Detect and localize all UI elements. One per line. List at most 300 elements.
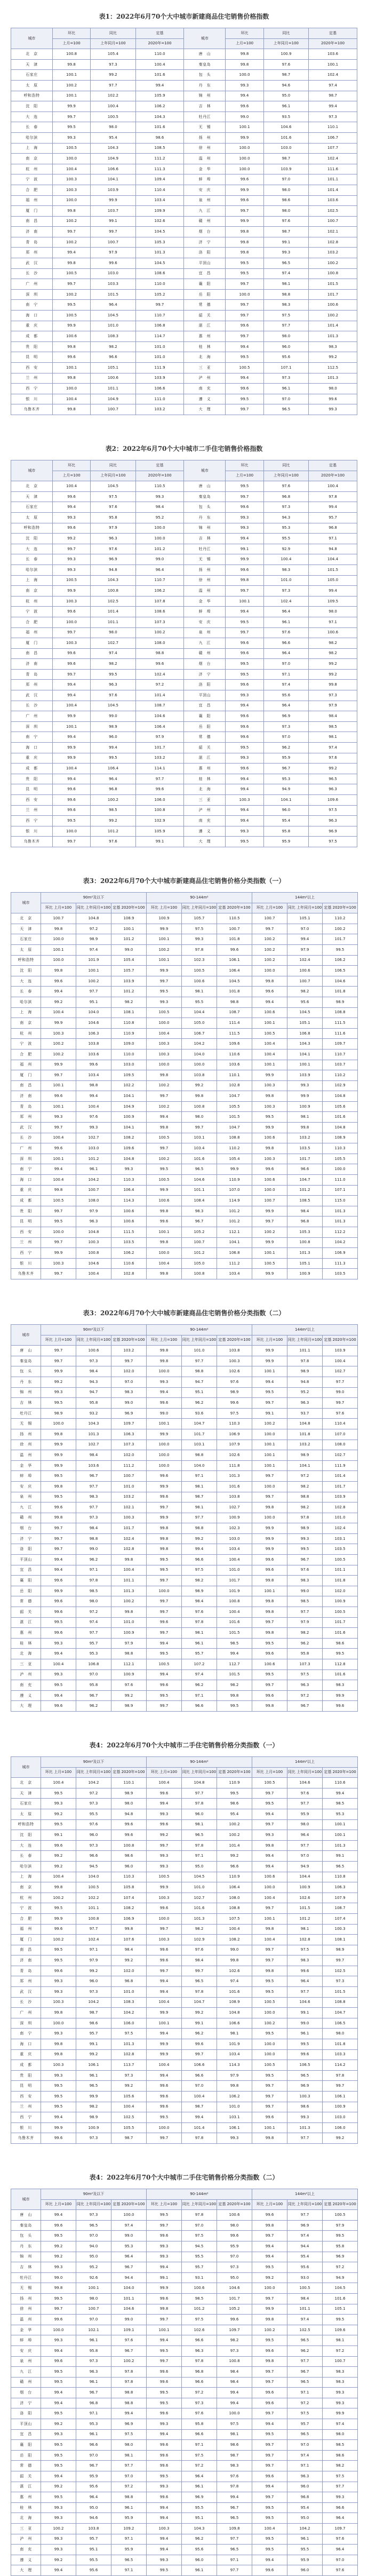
index-cell: 96.5	[182, 1976, 217, 1987]
index-cell: 99.4	[217, 1649, 252, 1659]
index-cell: 97.9	[91, 523, 135, 534]
index-cell: 99.8	[252, 2315, 287, 2325]
index-cell: 104.3	[135, 112, 184, 122]
index-cell: 106.5	[323, 966, 358, 976]
index-cell: 99.1	[252, 1408, 287, 1419]
city-cell: 海 口	[11, 743, 53, 753]
index-cell: 96.4	[91, 774, 135, 784]
city-cell: 锦 州	[11, 1387, 41, 1398]
index-cell: 96.4	[91, 300, 135, 311]
index-cell: 99.4	[309, 502, 357, 513]
index-cell: 97.0	[287, 2440, 323, 2451]
index-cell: 97.3	[91, 59, 135, 70]
index-cell: 99.2	[309, 764, 357, 774]
index-cell: 96.1	[287, 2534, 323, 2545]
index-cell: 100.3	[147, 1935, 182, 1945]
index-cell: 101.5	[217, 1628, 252, 1639]
index-cell: 99.5	[252, 1976, 287, 1987]
index-cell: 95.3	[263, 523, 308, 534]
city-cell: 南 京	[11, 1882, 41, 1893]
index-cell: 97.8	[76, 1576, 111, 1586]
table-row	[11, 91, 357, 101]
index-cell: 99.7	[147, 1607, 182, 1618]
index-cell: 100.0	[52, 154, 90, 164]
index-cell: 99.3	[147, 2555, 182, 2565]
city-cell: 兰 州	[11, 805, 53, 816]
index-cell: 99.2	[182, 1533, 217, 1544]
table-row	[11, 627, 357, 638]
index-cell: 96.1	[263, 617, 308, 627]
index-cell: 98.0	[263, 331, 308, 342]
table-row	[11, 258, 357, 269]
index-cell: 99.4	[147, 1799, 182, 1809]
column-subheader: 定基 2020年=100	[323, 1335, 358, 1346]
city-cell: 安 庆	[184, 185, 226, 195]
index-cell: 99.9	[147, 1481, 182, 1492]
index-cell: 99.6	[252, 2565, 287, 2576]
index-cell: 99.2	[41, 2482, 76, 2492]
city-cell: 南 充	[184, 384, 226, 394]
index-cell: 96.5	[287, 2429, 323, 2440]
index-cell: 100.1	[252, 1450, 287, 1461]
index-cell: 100.4	[52, 481, 90, 492]
index-cell: 99.7	[91, 227, 135, 237]
table-row	[11, 1903, 358, 1914]
index-cell: 101.3	[111, 2039, 147, 2050]
index-cell: 101.6	[135, 122, 184, 133]
index-cell: 96.7	[263, 764, 308, 774]
index-cell: 98.7	[309, 91, 357, 101]
index-cell: 100.0	[147, 1586, 182, 1596]
index-cell: 96.9	[309, 826, 357, 837]
city-cell: 太 原	[11, 944, 41, 955]
index-cell: 99.5	[52, 816, 90, 826]
index-cell: 97.9	[217, 2070, 252, 2081]
city-cell: 无 锡	[11, 2283, 41, 2294]
table-row	[11, 1091, 358, 1102]
index-cell: 99.6	[252, 2210, 287, 2221]
index-cell: 105.3	[287, 1227, 323, 1238]
index-cell: 101.6	[135, 70, 184, 81]
index-cell: 108.1	[323, 1935, 358, 1945]
index-cell: 98.4	[76, 1523, 111, 1534]
index-cell: 99.5	[287, 1544, 323, 1555]
index-cell: 99.7	[147, 1596, 182, 1607]
index-cell: 100.1	[41, 1101, 76, 1112]
index-cell: 99.4	[41, 2210, 76, 2221]
table-row	[11, 795, 357, 806]
index-cell: 97.7	[287, 1607, 323, 1618]
index-cell: 100.2	[52, 289, 90, 300]
index-cell: 96.7	[287, 1555, 323, 1565]
index-cell: 115.0	[323, 1196, 358, 1206]
index-cell: 96.3	[91, 680, 135, 690]
index-cell: 98.0	[263, 185, 308, 195]
index-cell: 111.4	[217, 1018, 252, 1029]
index-cell: 99.6	[252, 2388, 287, 2398]
table-row	[11, 2356, 358, 2367]
index-cell: 96.4	[323, 2513, 358, 2524]
index-cell: 99.5	[41, 1398, 76, 1409]
index-cell: 96.6	[76, 2440, 111, 2451]
index-cell: 101.1	[287, 1346, 323, 1356]
index-cell: 100.4	[41, 1659, 76, 1670]
index-cell: 104.6	[217, 2283, 252, 2294]
index-cell: 95.1	[76, 2545, 111, 2555]
column-header: 同比	[91, 460, 135, 471]
city-cell: 安 庆	[11, 1481, 41, 1492]
index-cell: 99.7	[252, 1492, 287, 1502]
index-cell: 97.4	[91, 648, 135, 659]
index-cell: 98.5	[287, 1596, 323, 1607]
index-cell: 98.3	[323, 2377, 358, 2388]
index-cell: 102.4	[309, 70, 357, 81]
index-cell: 109.7	[323, 2524, 358, 2534]
table-row	[11, 1356, 358, 1366]
index-cell: 99.6	[147, 2377, 182, 2388]
index-cell: 99.1	[91, 216, 135, 227]
index-cell: 99.8	[226, 248, 263, 258]
table-row	[11, 1450, 358, 1461]
index-cell: 100.9	[147, 913, 182, 924]
index-cell: 104.2	[323, 1237, 358, 1248]
index-cell: 103.6	[76, 1049, 111, 1060]
index-cell: 99.4	[52, 732, 90, 743]
city-cell: 成 都	[11, 331, 53, 342]
index-cell: 96.1	[263, 384, 308, 394]
table-row	[11, 1154, 358, 1164]
city-cell: 深 圳	[11, 721, 53, 732]
table-row	[11, 363, 357, 373]
index-cell: 110.6	[323, 1778, 358, 1788]
index-cell: 99.5	[52, 300, 90, 311]
index-cell: 99.4	[147, 2429, 182, 2440]
index-cell: 99.4	[147, 1976, 182, 1987]
index-cell: 99.6	[252, 1649, 287, 1659]
index-cell: 97.1	[111, 2565, 147, 2576]
index-cell: 104.2	[182, 1039, 217, 1050]
index-cell: 99.7	[147, 1924, 182, 1935]
index-cell: 104.1	[111, 1091, 147, 1102]
index-cell: 97.2	[135, 680, 184, 690]
index-cell: 100.5	[252, 2060, 287, 2071]
index-cell: 99.6	[41, 976, 76, 987]
index-cell: 99.6	[52, 607, 90, 617]
index-cell: 97.5	[287, 1669, 323, 1680]
index-cell: 100.8	[76, 1913, 111, 1924]
index-cell: 100.2	[252, 2325, 287, 2335]
index-cell: 110.5	[135, 481, 184, 492]
index-cell: 101.5	[309, 279, 357, 290]
index-cell: 99.6	[226, 174, 263, 185]
column-header: 环比	[52, 28, 90, 39]
city-cell: 丹 东	[184, 80, 226, 91]
index-cell: 96.5	[287, 2377, 323, 2388]
index-cell: 100.0	[52, 195, 90, 206]
index-cell: 103.8	[217, 1346, 252, 1356]
index-cell: 99.0	[111, 1398, 147, 1409]
index-cell: 99.6	[252, 2346, 287, 2356]
index-cell: 100.0	[252, 1513, 287, 1523]
index-cell: 104.1	[111, 1123, 147, 1133]
index-cell: 102.4	[76, 1935, 111, 1945]
index-cell: 102.4	[287, 955, 323, 966]
city-cell: 武 汉	[11, 1987, 41, 1998]
index-cell: 99.0	[76, 1544, 111, 1555]
index-cell: 106.4	[135, 721, 184, 732]
index-cell: 99.7	[323, 2081, 358, 2092]
index-cell: 99.3	[147, 1861, 182, 1872]
city-cell: 昆 明	[11, 2081, 41, 2092]
city-cell: 宜 昌	[184, 268, 226, 279]
index-cell: 103.4	[76, 1070, 111, 1081]
index-cell: 100.0	[226, 289, 263, 300]
index-cell: 98.2	[111, 997, 147, 1007]
index-cell: 101.1	[91, 617, 135, 627]
index-cell: 100.7	[91, 237, 135, 248]
index-cell: 100.7	[217, 924, 252, 934]
index-cell: 96.1	[182, 2565, 217, 2576]
index-cell: 97.8	[287, 1513, 323, 1523]
table-row	[11, 1481, 358, 1492]
city-cell: 天 津	[11, 1788, 41, 1799]
index-cell: 103.1	[182, 1440, 217, 1450]
index-cell: 100.9	[287, 1882, 323, 1893]
index-cell: 101.3	[182, 1913, 217, 1924]
index-cell: 99.7	[147, 1091, 182, 1102]
index-cell: 98.1	[111, 2450, 147, 2461]
index-cell: 104.8	[217, 2008, 252, 2018]
index-cell: 101.5	[91, 289, 135, 300]
table-row	[11, 2315, 358, 2325]
table-row	[11, 1555, 358, 1565]
city-cell: 沈 阳	[11, 534, 53, 544]
index-cell: 97.0	[76, 2231, 111, 2241]
index-cell: 96.3	[76, 2367, 111, 2378]
index-cell: 103.2	[135, 753, 184, 764]
index-cell: 98.6	[135, 132, 184, 143]
index-cell: 100.0	[252, 966, 287, 976]
index-cell: 99.2	[76, 1966, 111, 1976]
index-cell: 97.6	[76, 1112, 111, 1123]
index-cell: 99.6	[252, 2471, 287, 2482]
index-cell: 99.6	[147, 1217, 182, 1227]
city-cell: 长 春	[11, 122, 53, 133]
table-row	[11, 1143, 358, 1154]
index-cell: 111.6	[323, 1028, 358, 1039]
index-cell: 94.6	[76, 2513, 111, 2524]
index-cell: 96.6	[182, 1555, 217, 1565]
index-cell: 99.8	[41, 2008, 76, 2018]
index-cell: 99.6	[309, 394, 357, 404]
index-cell: 97.0	[263, 659, 308, 670]
index-cell: 111.2	[135, 154, 184, 164]
index-cell: 97.5	[111, 2429, 147, 2440]
index-cell: 101.2	[111, 934, 147, 945]
table-row	[11, 2482, 358, 2492]
city-cell: 西 安	[11, 2092, 41, 2102]
index-cell: 97.3	[76, 2356, 111, 2367]
index-cell: 110.3	[217, 1419, 252, 1429]
index-cell: 106.4	[91, 764, 135, 774]
index-cell: 96.2	[182, 2534, 217, 2545]
index-cell: 99.7	[41, 1356, 76, 1366]
table-row	[11, 1408, 358, 1419]
index-cell: 96.2	[287, 1638, 323, 1649]
city-cell: 贵 阳	[11, 1206, 41, 1217]
index-cell: 100.2	[41, 1039, 76, 1050]
table-row	[11, 59, 357, 70]
index-cell: 108.8	[217, 1133, 252, 1143]
index-cell: 99.4	[52, 502, 90, 513]
index-cell: 110.0	[135, 49, 184, 60]
index-cell: 101.2	[182, 2304, 217, 2315]
city-cell: 北 海	[11, 2513, 41, 2524]
index-cell: 99.9	[52, 321, 90, 331]
index-cell: 97.6	[309, 753, 357, 764]
index-cell: 100.1	[287, 1060, 323, 1070]
index-cell: 106.7	[309, 132, 357, 143]
index-cell: 99.3	[41, 2262, 76, 2273]
index-cell: 112.1	[111, 1659, 147, 1670]
city-cell: 贵 阳	[11, 2070, 41, 2081]
city-cell: 广 州	[11, 711, 53, 722]
index-cell: 96.8	[111, 1976, 147, 1987]
index-cell: 95.5	[76, 1809, 111, 1819]
index-cell: 98.2	[287, 1628, 323, 1639]
index-cell: 100.2	[252, 1227, 287, 1238]
index-cell: 99.6	[147, 2461, 182, 2471]
table-row	[11, 784, 357, 795]
index-cell: 97.0	[182, 2220, 217, 2231]
index-cell: 99.8	[41, 1882, 76, 1893]
column-group-header: 城市	[11, 1757, 41, 1778]
index-cell: 95.3	[76, 2419, 111, 2430]
index-cell: 109.5	[309, 596, 357, 607]
index-cell: 104.3	[287, 1039, 323, 1050]
index-cell: 111.6	[309, 164, 357, 174]
index-cell: 99.3	[147, 1377, 182, 1387]
index-cell: 99.7	[226, 491, 263, 502]
index-cell: 98.0	[263, 206, 308, 217]
city-cell: 吉 林	[184, 534, 226, 544]
index-cell: 97.3	[76, 2210, 111, 2221]
table-row	[11, 1649, 358, 1659]
city-cell: 济 宁	[11, 2398, 41, 2408]
city-cell: 海 口	[11, 2039, 41, 2050]
index-cell: 99.7	[52, 669, 90, 680]
index-cell: 100.4	[323, 1356, 358, 1366]
index-cell: 112.7	[217, 1659, 252, 1670]
index-cell: 98.0	[76, 1596, 111, 1607]
index-cell: 99.6	[147, 1945, 182, 1955]
index-cell: 101.7	[323, 1617, 358, 1628]
price-index-table	[11, 2189, 358, 2576]
table-row	[11, 2408, 358, 2419]
table-row	[11, 2471, 358, 2482]
index-cell: 104.3	[91, 143, 135, 154]
index-cell: 100.1	[252, 1366, 287, 1377]
index-cell: 107.3	[287, 1659, 323, 1670]
index-cell: 99.7	[226, 627, 263, 638]
index-cell: 106.0	[111, 2018, 147, 2029]
index-cell: 99.4	[147, 1112, 182, 1123]
index-cell: 103.0	[111, 1060, 147, 1070]
index-cell: 96.6	[182, 2377, 217, 2388]
index-cell: 101.3	[287, 2122, 323, 2133]
index-cell: 102.2	[76, 1893, 111, 1903]
index-cell: 101.3	[323, 1206, 358, 1217]
index-cell: 97.1	[182, 1690, 217, 1701]
table-section	[0, 1729, 368, 2143]
index-cell: 99.6	[226, 565, 263, 575]
index-cell: 101.0	[135, 341, 184, 352]
index-cell: 98.7	[182, 2102, 217, 2112]
index-cell: 100.2	[41, 1049, 76, 1060]
index-cell: 100.9	[287, 1269, 323, 1279]
index-cell: 99.4	[147, 1987, 182, 1998]
index-cell: 107.0	[217, 1185, 252, 1196]
index-cell: 100.3	[226, 795, 263, 806]
index-cell: 97.7	[76, 1628, 111, 1639]
index-cell: 99.9	[252, 1533, 287, 1544]
index-cell: 100.4	[252, 2524, 287, 2534]
index-cell: 98.1	[182, 987, 217, 997]
index-cell: 100.6	[147, 1196, 182, 1206]
index-cell: 100.6	[252, 1133, 287, 1143]
index-cell: 96.2	[263, 743, 308, 753]
city-cell: 徐 州	[184, 143, 226, 154]
index-cell: 100.0	[252, 2049, 287, 2060]
index-cell: 95.6	[182, 2545, 217, 2555]
index-cell: 99.9	[252, 1070, 287, 1081]
index-cell: 100.5	[252, 1997, 287, 2008]
index-cell: 99.3	[41, 2029, 76, 2039]
index-cell: 96.8	[309, 523, 357, 534]
index-cell: 99.7	[147, 1701, 182, 1712]
index-cell: 97.4	[76, 1617, 111, 1628]
index-cell: 100.2	[309, 258, 357, 269]
index-cell: 99.5	[41, 1680, 76, 1691]
index-cell: 99.0	[287, 1586, 323, 1596]
index-cell: 97.6	[217, 2471, 252, 2482]
index-cell: 98.4	[309, 711, 357, 722]
index-cell: 100.0	[147, 1018, 182, 1029]
index-cell: 103.5	[287, 1143, 323, 1154]
index-cell: 98.2	[217, 1680, 252, 1691]
column-subheader: 同比 上年同月=100	[287, 1767, 323, 1778]
index-cell: 101.1	[111, 1576, 147, 1586]
index-cell: 98.8	[217, 997, 252, 1007]
index-cell: 99.5	[252, 1638, 287, 1649]
index-cell: 97.1	[217, 2555, 252, 2565]
index-cell: 99.5	[41, 2081, 76, 2092]
table-row	[11, 607, 357, 617]
index-cell: 95.9	[287, 2555, 323, 2565]
index-cell: 99.3	[287, 2112, 323, 2123]
index-cell: 99.5	[147, 2346, 182, 2356]
index-cell: 99.5	[147, 2398, 182, 2408]
index-cell: 104.8	[76, 1227, 111, 1238]
index-cell: 107.9	[323, 1893, 358, 1903]
index-cell: 100.3	[217, 1356, 252, 1366]
index-cell: 106.3	[111, 1429, 147, 1440]
index-cell: 100.1	[147, 955, 182, 966]
table-title: 表4：2022年6月70个大中城市二手住宅销售价格分类指数（一）	[89, 1742, 279, 1749]
index-cell: 101.3	[76, 1429, 111, 1440]
index-cell: 95.8	[323, 2241, 358, 2252]
index-cell: 108.0	[76, 1196, 111, 1206]
